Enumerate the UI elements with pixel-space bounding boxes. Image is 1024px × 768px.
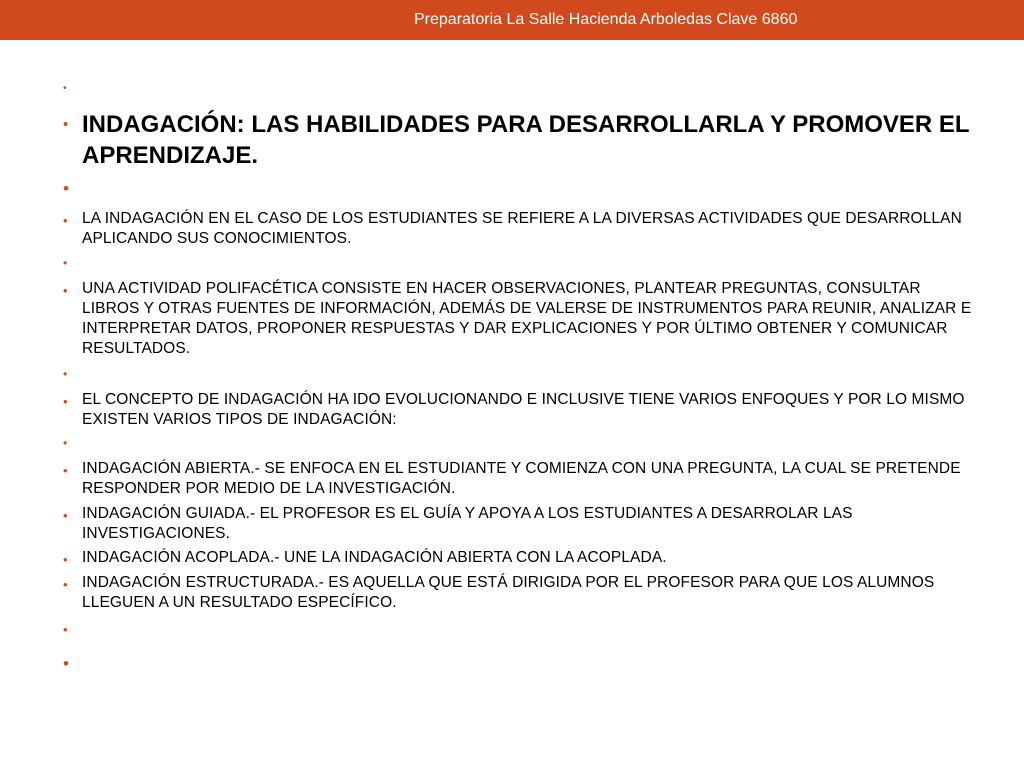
bullet-text: INDAGACIÓN GUIADA.- EL PROFESOR ES EL GUÍA Y APOYA A LOS ESTUDIANTES A DESARROLAR LAS INVESTIGACIONES.: [82, 505, 853, 542]
header-title: Preparatoria La Salle Hacienda Arboledas Clave 6860: [414, 11, 798, 28]
bullet-text: INDAGACIÓN ACOPLADA.- UNE LA INDAGACIÓN ABIERTA CON LA ACOPLADA.: [82, 549, 667, 566]
heading-text: INDAGACIÓN: LAS HABILIDADES PARA DESARROLLARLA Y PROMOVER EL APRENDIZAJE.: [82, 111, 970, 169]
bullet-dot: •: [63, 367, 68, 381]
bullet-dot: •: [63, 213, 68, 228]
bullet-text: EL CONCEPTO DE INDAGACIÓN HA IDO EVOLUCIONANDO E INCLUSIVE TIENE VARIOS ENFOQUES Y POR LO MISMO EXISTEN VARIOS TIPOS DE INDAGACIÓN:: [82, 391, 965, 428]
bullet-dot: •: [63, 256, 68, 270]
bullet-dot: •: [63, 116, 69, 133]
bullet-dot: •: [63, 283, 68, 298]
bullet-text: LA INDAGACIÓN EN EL CASO DE LOS ESTUDIANTES SE REFIERE A LA DIVERSAS ACTIVIDADES QUE DESARROLLAN APLICANDO SUS CONOCIMIENTOS.: [82, 210, 962, 247]
bullet-dot: •: [63, 552, 68, 567]
bullet-dot: •: [63, 436, 68, 450]
bullet-text: UNA ACTIVIDAD POLIFACÉTICA CONSISTE EN HACER OBSERVACIONES, PLANTEAR PREGUNTAS, CONSULTAR LIBROS Y OTRAS FUENTES DE INFORMACIÓN, ADEMÁS DE VALERSE DE INSTRUMENTOS PARA REUNIR, ANALIZAR E INTERPRETAR DATOS, PROPONER RESPUESTAS Y DAR EXPLICACIONES Y POR ÚLTIMO OBTENER Y COMUNICAR RESULTADOS.: [82, 280, 972, 357]
bullet-dot: •: [63, 179, 69, 198]
bullet-dot: •: [63, 83, 67, 94]
bullet-dot: •: [63, 463, 68, 478]
bullet-dot: •: [63, 508, 68, 523]
bullet-text: INDAGACIÓN ESTRUCTURADA.- ES AQUELLA QUE ESTÁ DIRIGIDA POR EL PROFESOR PARA QUE LOS ALUMNOS LLEGUEN A UN RESULTADO ESPECÍFICO.: [82, 574, 935, 611]
bullet-dot: •: [63, 622, 68, 637]
bullet-dot: •: [63, 394, 68, 409]
bullet-text: INDAGACIÓN ABIERTA.- SE ENFOCA EN EL ESTUDIANTE Y COMIENZA CON UNA PREGUNTA, LA CUAL SE PRETENDE RESPONDER POR MEDIO DE LA INVESTIGACIÓN.: [82, 460, 961, 497]
bullet-dot: •: [63, 577, 68, 592]
header-bar: [0, 0, 1024, 40]
bullet-dot: •: [63, 654, 69, 673]
